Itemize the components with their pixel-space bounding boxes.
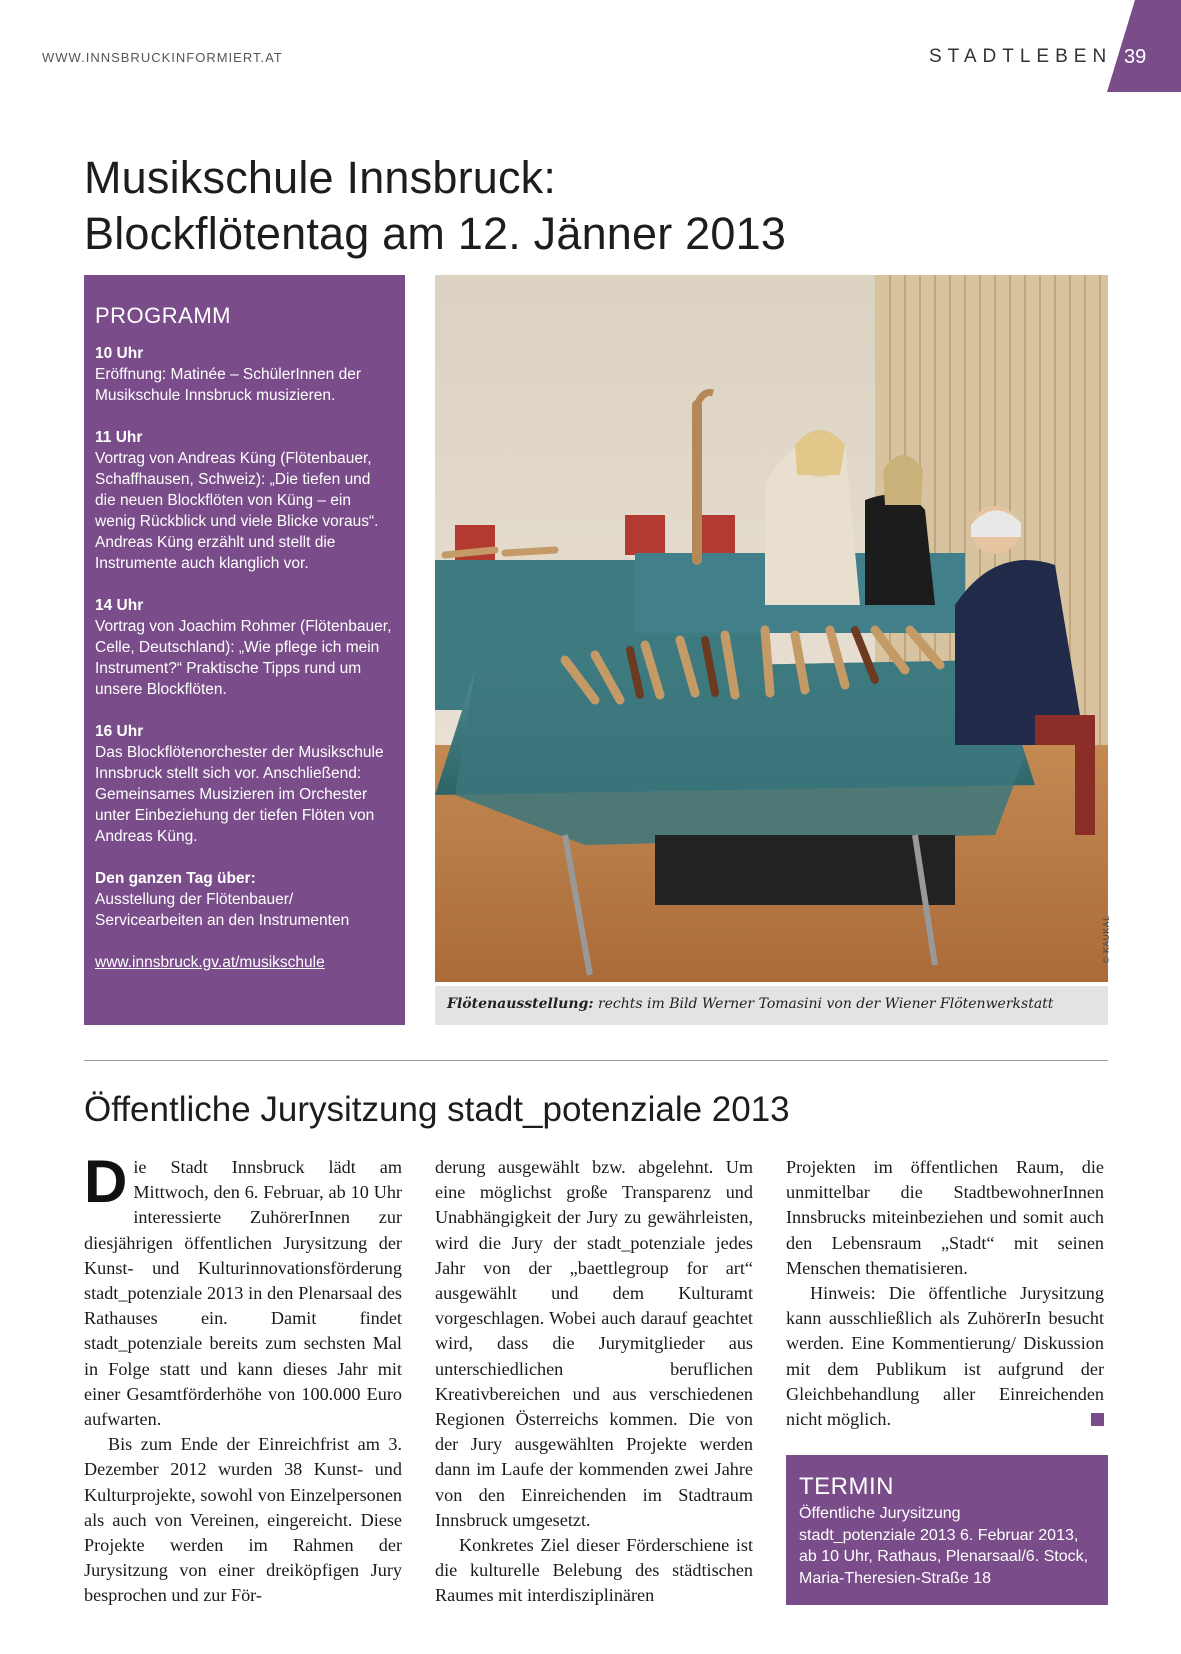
photo-flute-exhibition [435, 275, 1108, 982]
article-paragraph: Konkretes Ziel dieser Förderschiene ist die kulturelle Belebung des städtischen Raumes mit interdisziplinären [435, 1535, 753, 1606]
program-box [84, 275, 405, 1025]
paragraph-text: ie Stadt Innsbruck lädt am Mittwoch, den 6. Februar, ab 10 Uhr interessierte ZuhörerInnen zur diesjährigen öffentlichen Jurysitzung der Kunst- und Kulturinnovationsförderung stadt_potenziale 2013 in den Plenarsaal des Rathauses ein. Damit findet stadt_potenziale bereits zum sechsten Mal in Folge statt und kann dieses Jahr mit einer Gesamtförderhöhe von 100.000 Euro aufwarten. [84, 1157, 402, 1430]
girl-figure [865, 494, 935, 605]
program-title: PROGRAMM [95, 303, 231, 328]
article-column-3 [786, 1155, 1104, 1432]
caption-label: Flötenausstellung: [447, 996, 594, 1012]
musikschule-link[interactable]: www.innsbruck.gv.at/musikschule [95, 954, 325, 971]
termin-line-1: Öffentliche Jurysitzung [799, 1505, 961, 1522]
dropcap: D [84, 1148, 128, 1215]
program-time: 11 Uhr [95, 429, 143, 446]
program-item [95, 721, 393, 847]
article-paragraph: derung ausgewählt bzw. abgelehnt. Um eine möglichst große Transparenz und Unabhängigkeit der Jury zu gewährleisten, wird die Jury der stadt_potenziale jedes Jahr von der „baettlegroup for art“ ausgewählt und dem Kulturamt vorgeschlagen. Wobei auch darauf geachtet wird, dass die Jurymitglieder aus unterschiedlichen beruflichen Kreativbereichen und aus verschiedenen Regionen Österreichs kommen. Die von der Jury ausgewählten Projekte werden dann im Laufe der kommenden zwei Jahre von den Einreichenden im Stadtraum Innsbruck umgesetzt. [435, 1157, 753, 1530]
termin-title: TERMIN [799, 1473, 894, 1500]
photo-caption [435, 986, 1108, 1025]
program-text: Das Blockflötenorchester der Musikschule Innsbruck stellt sich vor. Anschließend: Gemeinsames Musizieren im Orchester unter Einbeziehung der tiefen Flöten von Andreas Küng. [95, 744, 384, 845]
section-label: STADTLEBEN [929, 46, 1113, 67]
termin-line-2: stadt_potenziale 2013 6. Februar 2013, ab 10 Uhr, Rathaus, Plenarsaal/6. Stock, Maria-Theresien-Straße 18 [799, 1526, 1089, 1587]
article-paragraph: Projekten im öffentlichen Raum, die unmittelbar die StadtbewohnerInnen Innsbrucks miteinbeziehen und somit auch den Lebensraum „Stadt“ mit seinen Menschen thematisieren. [786, 1157, 1104, 1278]
headline-line-1: Musikschule Innsbruck: [84, 152, 557, 203]
program-item [95, 595, 393, 700]
caption-text: rechts im Bild Werner Tomasini von der Wiener Flötenwerkstatt [593, 996, 1054, 1012]
article-paragraph [84, 1148, 402, 1432]
program-item [95, 868, 393, 931]
page-number: 39 [1124, 46, 1147, 68]
termin-box [786, 1455, 1108, 1605]
program-time: 16 Uhr [95, 723, 144, 740]
article-paragraph: Bis zum Ende der Einreichfrist am 3. Dezember 2012 wurden 38 Kunst- und Kulturprojekte, sowohl von Einzelpersonen als auch von Vereinen, eingereicht. Diese Projekte werden im Rahmen der Jurysitzung von einer dreiköpfigen Jury besprochen und zur För- [84, 1434, 402, 1606]
headline-line-2: Blockflötentag am 12. Jänner 2013 [84, 208, 787, 259]
article-column-2 [435, 1155, 753, 1609]
photo-credit: © KAUKAL [1102, 915, 1111, 963]
program-time: 14 Uhr [95, 597, 144, 614]
program-time: 10 Uhr [95, 345, 144, 362]
program-text: Vortrag von Andreas Küng (Flötenbauer, Schaffhausen, Schweiz): „Die tiefen und die neuen Blockflöten von Küng – ein wenig Rückblick und viele Blicke voraus“. Andreas Küng erzählt und stellt die Instrumente auch klanglich vor. [95, 450, 379, 572]
program-item [95, 427, 393, 574]
article-title: Öffentliche Jurysitzung stadt_potenziale 2013 [84, 1090, 790, 1129]
article-paragraph [786, 1281, 1104, 1432]
article-column-1 [84, 1148, 402, 1609]
program-item [95, 343, 393, 406]
program-text: Vortrag von Joachim Rohmer (Flötenbauer, Celle, Deutschland): „Wie pflege ich mein Instrument?“ Praktische Tipps rund um unsere Blockflöten. [95, 618, 392, 698]
section-divider [84, 1060, 1108, 1061]
program-text: Ausstellung der Flötenbauer/ Servicearbeiten an den Instrumenten [95, 891, 350, 929]
site-url[interactable]: WWW.INNSBRUCKINFORMIERT.AT [42, 50, 283, 65]
article-end-mark [1091, 1413, 1104, 1426]
program-time: Den ganzen Tag über: [95, 870, 256, 887]
program-text: Eröffnung: Matinée – SchülerInnen der Musikschule Innsbruck musizieren. [95, 366, 361, 404]
paragraph-text: Hinweis: Die öffentliche Jurysitzung kann ausschließlich als ZuhörerIn besucht werden. Eine Kommentierung/ Diskussion mit dem Publikum ist aufgrund der Gleichbehandlung aller Einreichenden nicht möglich. [786, 1283, 1104, 1430]
headline [84, 150, 786, 262]
